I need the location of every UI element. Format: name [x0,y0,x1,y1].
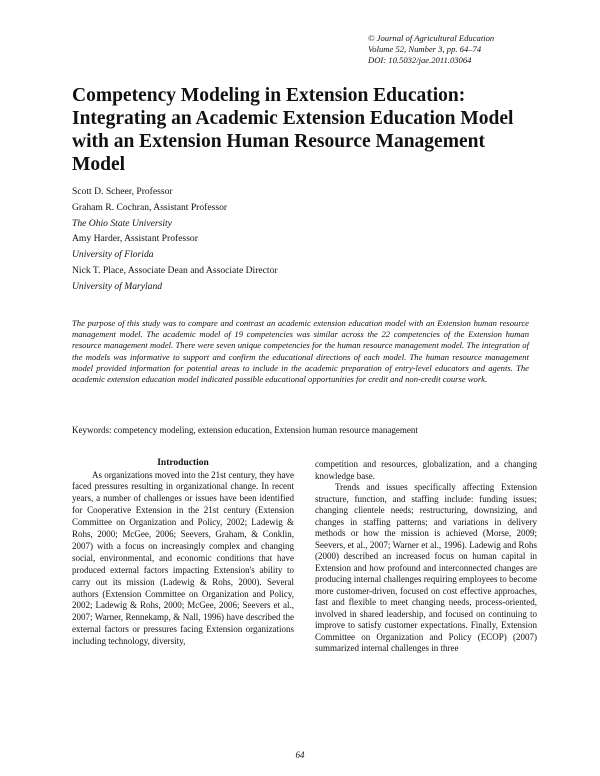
journal-citation [368,33,528,66]
abstract: The purpose of this study was to compare and contrast an academic extension education model with an Extension human resource management model. The academic model of 19 competencies was similar across the 22 competencies of the Extension human resource management model. There were seven unique competencies for the human resource management model. The integration of the models was informative to support and confirm the educational directions of each model. The human resource management model provided information for potential areas to include in the academic preparation of entry-level educators and agents. The academic extension education model indicated possible educational opportunities for credit and non-credit course work. [72,318,529,385]
body-paragraph: As organizations moved into the 21st century, they have faced pressures resulting in organizational change. In recent years, a number of challenges or issues have been identified for Cooperative Extension in the 21st century (Extension Committee on Organization and Policy, 2002; Ladewig & Rohs, 2000; McGee, 2006; Seevers, Graham, & Conklin, 2007) with a focus on increasingly complex and changing social, environmental, and economic conditions that have produced external factors impacting Extension's ability to carry out its mission (Ladewig & Rohs, 2000). Several authors (Extension Committee on Organization and Policy, 2002; Ladewig & Rohs, 2000; McGee, 2006; Seevers et al., 2007; Warner, Rennekamp, & Nall, 1996) have described the external factors or pressures facing Extension organizations including technology, diversity, [72,469,294,647]
body-paragraph-continued: competition and resources, globalization, and a changing knowledge base. [315,459,537,481]
keywords: Keywords: competency modeling, extension education, Extension human resource management [72,425,418,435]
section-heading: Introduction [157,458,209,468]
journal-doi: DOI: 10.5032/jae.2011.03064 [368,55,472,65]
body-paragraph: Trends and issues specifically affecting Extension structure, function, and staffing include: funding issues; changing clientele needs; restructuring, downsizing, and changes in staffing patterns; and variations in delivery methods or how the mission is achieved (Morse, 2009; Seevers, et al., 2007; Warner et al., 1996). Ladewig and Rohs (2000) described an increased focus on human capital in Extension and how profound and interconnected changes are producing internal challenges requiring employees to become more customer-driven, focused on cost effective approaches, fast and flexible to meet changing needs, process-oriented, involved in shared leadership, and focused on continuing to improve to satisfy customer expectations. Finally, Extension Committee on Organization and Policy (ECOP) (2007) summarized internal challenges in three [315,482,537,653]
page-number: 64 [295,750,305,760]
journal-name: © Journal of Agricultural Education [368,33,495,43]
article-title: Competency Modeling in Extension Education: Integrating an Academic Extension Education Model with an Extension Human Resource Management Model [72,85,514,175]
left-column [72,458,294,648]
author-block [72,184,532,295]
author-line: Amy Harder, Assistant Professor [72,233,198,245]
author-line: Graham R. Cochran, Assistant Professor [72,201,228,213]
affiliation-line: The Ohio State University [72,217,172,229]
affiliation-line: University of Florida [72,249,154,261]
right-column [315,459,537,655]
author-line: Scott D. Scheer, Professor [72,186,173,197]
author-line: Nick T. Place, Associate Dean and Associate Director [72,264,278,276]
journal-volume: Volume 52, Number 3, pp. 64–74 [368,44,482,54]
affiliation-line: University of Maryland [72,280,163,292]
